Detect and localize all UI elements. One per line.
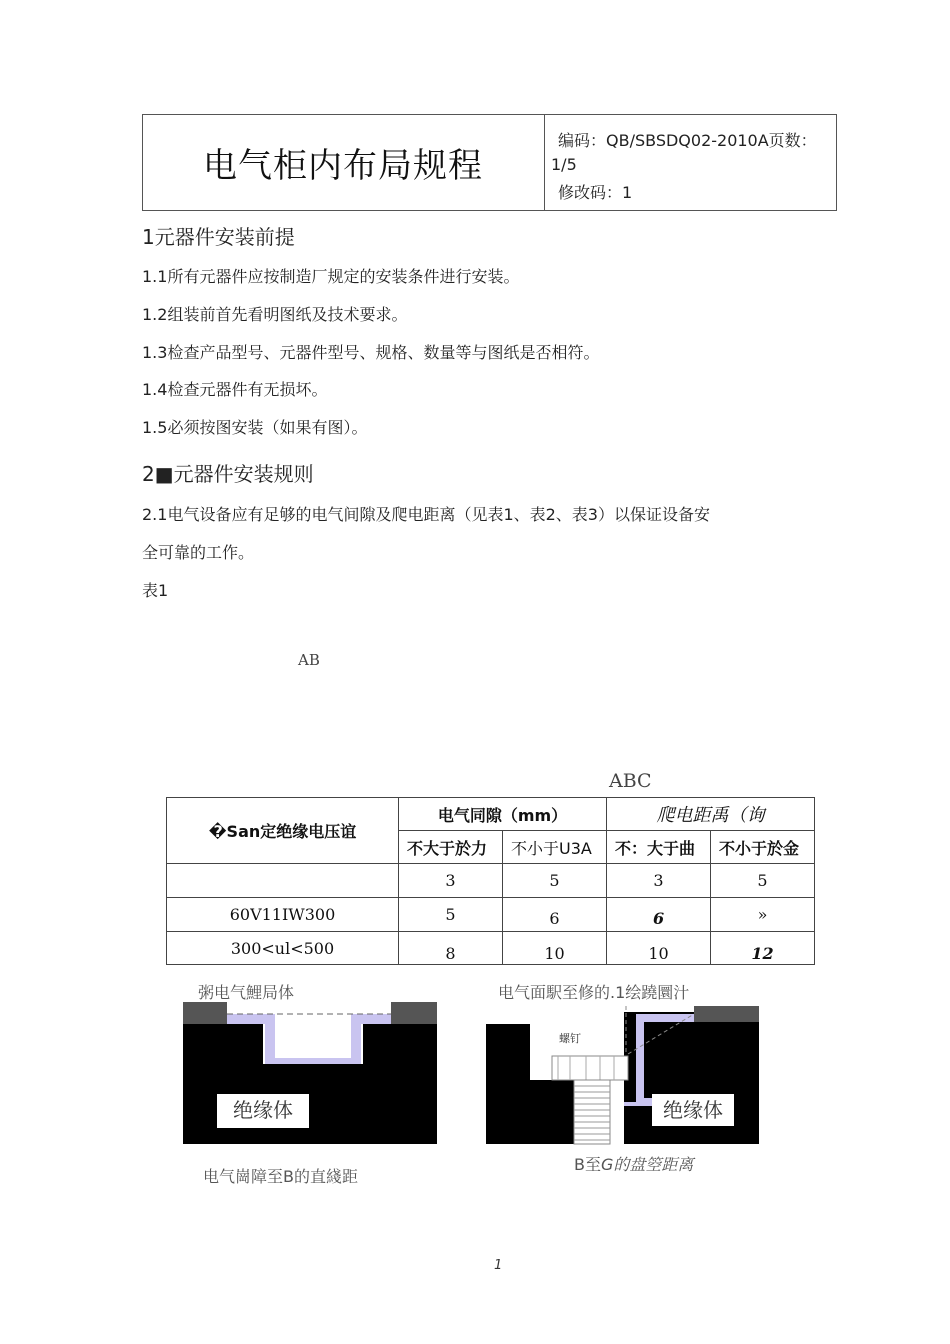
document-code: 编码：QB/SBSDQ02-2010A页数： — [558, 131, 817, 150]
page-count: 1/5 — [551, 155, 577, 174]
creepage-diagram — [486, 1006, 759, 1144]
figure-left-top-caption: 粥电气鯉局体 — [198, 983, 295, 1002]
insulator-label: 绝缘体 — [663, 1098, 723, 1122]
header-rated-voltage: �San定绝缘电压谊 — [167, 798, 399, 864]
table-cell: 3 — [607, 864, 711, 898]
table-row — [167, 898, 815, 932]
subheader-cell: 不小于U3A — [503, 831, 607, 864]
insulator-label: 绝缘体 — [233, 1098, 293, 1122]
page-number: 1 — [494, 1258, 503, 1273]
table-cell — [167, 864, 399, 898]
list-item: 1.2组装前首先看明图纸及技术要求。 — [142, 305, 408, 324]
paragraph-line: 2.1电气设备应有足够的电气间隙及爬电距离（见表1、表2、表3）以保证设备安 — [142, 505, 710, 524]
table-cell: 5 — [399, 898, 503, 932]
table-cell: 60V11IW300 — [167, 898, 399, 932]
header-divider — [544, 114, 545, 211]
list-item: 1.5必须按图安装（如果有图）。 — [142, 418, 368, 437]
paragraph-line: 全可靠的工作。 — [142, 543, 255, 562]
stray-label-ab: AB — [298, 651, 320, 669]
list-item: 1.4检查元器件有无损坏。 — [142, 380, 328, 399]
table-cell: » — [711, 898, 815, 932]
table-cell: 5 — [503, 864, 607, 898]
table-cell: 300<ul<500 — [167, 932, 399, 965]
list-item: 1.1所有元器件应按制造厂规定的安装条件进行安装。 — [142, 267, 520, 286]
stray-label-abc: ABC — [609, 770, 652, 792]
table-cell: 6 — [503, 898, 607, 932]
figure-right-caption-b: G的盘箜距离 — [600, 1155, 694, 1174]
document-title: 电气柜内布局规程 — [203, 146, 483, 186]
table-cell: 10 — [503, 932, 607, 965]
table-cell: 3 — [399, 864, 503, 898]
header-creepage: 爬电距禹（询 — [607, 798, 815, 831]
table-row — [167, 932, 815, 965]
subheader-cell: 不小于於金 — [711, 831, 815, 864]
subheader-cell: 不：大于曲 — [607, 831, 711, 864]
table-label: 表1 — [142, 581, 169, 600]
list-item: 1.3检查产品型号、元器件型号、规格、数量等与图纸是否相符。 — [142, 343, 600, 362]
clearance-diagram — [183, 1002, 437, 1144]
table-cell: 8 — [399, 932, 503, 965]
table-row — [167, 864, 815, 898]
table-cell: 5 — [711, 864, 815, 898]
subheader-cell: 不大于於力 — [399, 831, 503, 864]
table-cell: 12 — [711, 932, 815, 965]
figure-right-caption-a: B至 — [574, 1155, 601, 1174]
figure-right-top-caption: 电气面駅至修的.1绘蹺圜汁 — [498, 983, 690, 1002]
clearance-table — [166, 797, 815, 965]
section-1-heading: 1元器件安装前提 — [142, 225, 295, 249]
table-cell: 6 — [607, 898, 711, 932]
table-cell: 10 — [607, 932, 711, 965]
header-clearance: 电气同隙（mm） — [399, 798, 607, 831]
section-2-heading: 2■元器件安装规则 — [142, 462, 314, 486]
revision-code: 修改码：1 — [558, 183, 633, 202]
figure-left-caption: 电气崗障至B的直綫距 — [203, 1167, 358, 1186]
screw-label: 螺钉 — [559, 1032, 581, 1045]
